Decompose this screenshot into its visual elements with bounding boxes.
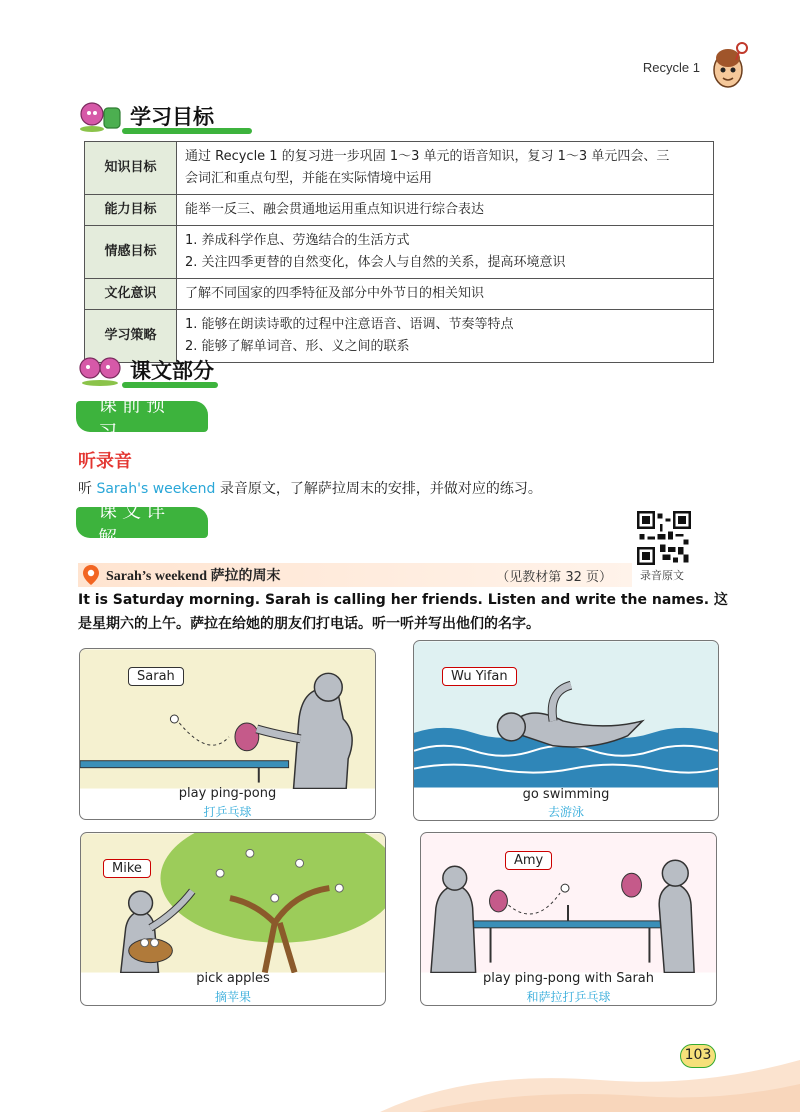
row-label: 文化意识 [85,279,177,310]
textbook-ref: （见教材第 32 页） [496,569,612,585]
table-row [85,142,714,195]
mascot-icon [708,40,748,92]
preview-pill: 课前预习 [76,401,208,432]
caption-zh: 打乒乓球 [203,805,252,819]
swimming-scene [414,641,718,788]
mascot-pair-icon [78,354,124,386]
table-row [85,195,714,226]
caption-zh: 摘苹果 [214,990,251,1004]
unit-label: Recycle 1 [642,60,700,75]
ping-pong-duo-scene [421,833,716,973]
instruction-text: It is Saturday morning. Sarah is calling her friends. Listen and write the names. 这是星期六的上午。萨拉在给她的朋友们打电话。听一听并写出他们的名字。 [78,592,728,632]
lesson-bar [78,563,632,587]
caption-en: play ping-pong [178,786,277,801]
goals-table [84,141,714,363]
lesson-bar-title: Sarah’s weekend 萨拉的周末 [106,569,281,584]
apple-tree-scene [81,833,385,973]
picture-card [420,832,717,1006]
row-content: 了解不同国家的四季特征及部分中外节日的相关知识 [177,279,714,310]
page-number: 103 [680,1044,716,1068]
table-row [85,226,714,279]
mascot-pair-icon [78,100,124,132]
table-row [85,279,714,310]
caption-zh: 和萨拉打乒乓球 [526,990,611,1004]
lesson-title: 课文部分 [130,359,214,383]
detail-pill: 课文详解 [76,507,208,538]
listen-text: 听 Sarah's weekend 录音原文，了解萨拉周末的安排，并做对应的练习。 [78,481,542,497]
ping-pong-scene [80,649,375,789]
picture-card [79,648,376,820]
picture-card [80,832,386,1006]
name-label: Amy [505,851,552,870]
row-label: 能力目标 [85,195,177,226]
caption-en: play ping-pong with Sarah [482,971,654,986]
row-label: 学习策略 [85,310,177,363]
caption-zh: 去游泳 [547,805,584,819]
row-content: 1. 养成科学作息、劳逸结合的生活方式 2. 关注四季更替的自然变化，体会人与自然的关系，提高环境意识 [177,226,714,279]
goals-title: 学习目标 [130,105,214,129]
location-pin-icon [82,564,100,586]
name-label: Mike [103,859,151,878]
qr-code-icon[interactable] [637,511,691,565]
caption-en: go swimming [522,787,610,802]
listen-title: 听录音 [78,451,132,472]
row-content: 1. 能够在朗读诗歌的过程中注意语音、语调、节奏等特点 2. 能够了解单词音、形、义之间的联系 [177,310,714,363]
row-label: 情感目标 [85,226,177,279]
name-label: Wu Yifan [442,667,517,686]
goals-heading [78,100,214,132]
name-label: Sarah [128,667,184,686]
row-content: 能举一反三、融会贯通地运用重点知识进行综合表达 [177,195,714,226]
picture-card [413,640,719,821]
lesson-heading [78,354,214,386]
listen-highlight: Sarah's weekend [96,481,216,497]
row-content: 通过 Recycle 1 的复习进一步巩固 1～3 单元的语音知识，复习 1～3 单元四会、三 会词汇和重点句型，并能在实际情境中运用 [177,142,714,195]
row-label: 知识目标 [85,142,177,195]
qr-caption: 录音原文 [640,569,684,582]
caption-en: pick apples [196,971,270,986]
